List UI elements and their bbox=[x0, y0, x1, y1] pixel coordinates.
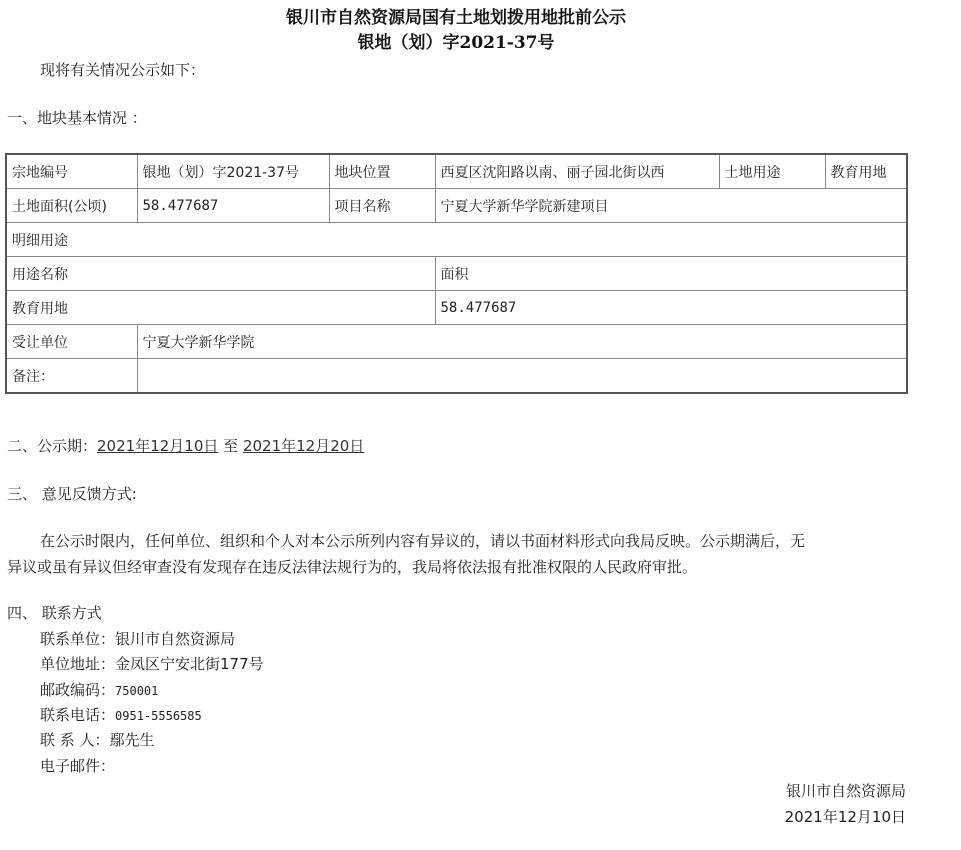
phone-line bbox=[40, 705, 202, 726]
detail-use-name: 教育用地 bbox=[6, 291, 435, 325]
contact-person-line bbox=[40, 730, 155, 750]
email-line bbox=[40, 756, 115, 776]
land-use: 教育用地 bbox=[825, 154, 907, 189]
address-line bbox=[40, 654, 264, 674]
feedback-line-1: 在公示时限内，任何单位、组织和个人对本公示所列内容有异议的，请以书面材料形式向我局反映。公示期满后，无 bbox=[40, 532, 806, 550]
section3-heading: 三、 意见反馈方式: bbox=[7, 485, 137, 503]
postcode-label: 邮政编码： bbox=[40, 681, 116, 699]
remark bbox=[137, 359, 907, 394]
email-label: 电子邮件： bbox=[40, 757, 116, 775]
section1-heading: 一、地块基本情况 ： bbox=[7, 109, 147, 127]
table-row bbox=[6, 189, 907, 223]
detail-use-area: 58.477687 bbox=[435, 291, 907, 325]
section4-heading: 四、 联系方式 bbox=[7, 604, 102, 622]
land-info-table bbox=[5, 153, 908, 394]
label-land-use: 土地用途 bbox=[719, 154, 825, 189]
table-row bbox=[6, 291, 907, 325]
notice-title: 银川市自然资源局国有土地划拨用地批前公示 bbox=[286, 8, 626, 28]
project-name: 宁夏大学新华学院新建项目 bbox=[435, 189, 907, 223]
feedback-line-2: 异议或虽有异议但经审查没有发现存在违反法律法规行为的，我局将依法报有批准权限的人民政府审批。 bbox=[7, 558, 698, 576]
land-area: 58.477687 bbox=[137, 189, 329, 223]
label-parcel-code: 宗地编号 bbox=[6, 154, 137, 189]
parcel-location: 西夏区沈阳路以南、丽子园北街以西 bbox=[435, 154, 719, 189]
notice-end-date: 2021年12月20日 bbox=[242, 437, 365, 455]
notice-number: 银地（划）字2021-37号 bbox=[357, 33, 555, 53]
phone-label: 联系电话： bbox=[40, 706, 116, 724]
date-separator: 至 bbox=[223, 437, 239, 455]
issue-date: 2021年12月10日 bbox=[784, 808, 906, 826]
contact-person: 鄢先生 bbox=[109, 731, 155, 749]
section2-line bbox=[7, 436, 364, 456]
feedback-paragraph bbox=[7, 528, 907, 580]
notice-start-date: 2021年12月10日 bbox=[97, 437, 219, 455]
table-row bbox=[6, 325, 907, 359]
contact-person-label: 联 系 人： bbox=[40, 731, 110, 749]
issuer-name: 银川市自然资源局 bbox=[785, 782, 906, 800]
address: 金凤区宁安北街177号 bbox=[115, 655, 264, 673]
table-row bbox=[6, 359, 907, 394]
table-row bbox=[6, 154, 907, 189]
detail-use-heading: 明细用途 bbox=[6, 223, 907, 257]
detail-header-name: 用途名称 bbox=[6, 257, 435, 291]
detail-header-area: 面积 bbox=[435, 257, 907, 291]
intro-text: 现将有关情况公示如下： bbox=[40, 61, 206, 79]
assignee: 宁夏大学新华学院 bbox=[137, 325, 907, 359]
label-parcel-location: 地块位置 bbox=[329, 154, 435, 189]
parcel-code: 银地（划）字2021-37号 bbox=[137, 154, 329, 189]
label-land-area: 土地面积(公顷) bbox=[6, 189, 137, 223]
table-row bbox=[6, 223, 907, 257]
label-remark: 备注： bbox=[6, 359, 137, 394]
label-project-name: 项目名称 bbox=[329, 189, 435, 223]
section2-heading: 二、公示期： bbox=[7, 437, 98, 455]
table-row bbox=[6, 257, 907, 291]
postcode-line bbox=[40, 680, 158, 701]
postcode: 750001 bbox=[115, 684, 159, 698]
label-assignee: 受让单位 bbox=[6, 325, 137, 359]
phone: 0951-5556585 bbox=[115, 709, 202, 723]
contact-unit-label: 联系单位： bbox=[40, 630, 116, 648]
contact-unit-line bbox=[40, 629, 235, 649]
contact-unit: 银川市自然资源局 bbox=[115, 630, 236, 648]
address-label: 单位地址： bbox=[40, 655, 116, 673]
